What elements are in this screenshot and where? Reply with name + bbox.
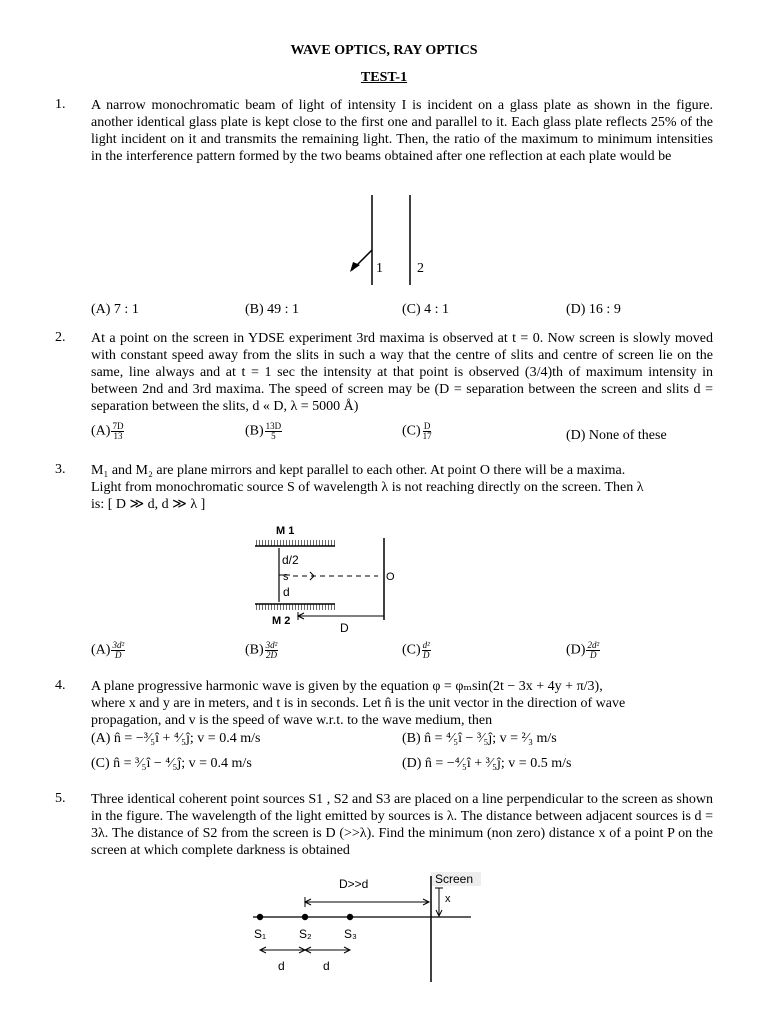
plate-2-label: 2	[417, 261, 424, 276]
q3-line-3: is: [ D ≫ d, d ≫ λ ]	[91, 497, 206, 512]
q4-option-d: (D) n̂ = −⁴⁄₅î + ³⁄₅ĵ; v = 0.5 m/s	[402, 756, 572, 771]
question-3-text	[91, 462, 713, 513]
plate-1-label: 1	[376, 261, 383, 276]
q3-option-b	[245, 641, 278, 660]
option-label: (A)	[91, 642, 111, 658]
question-4-number: 4.	[55, 678, 66, 693]
spacing-d1-label: d	[278, 959, 285, 973]
q3-line-2: Light from monochromatic source S of wavelength λ is not reaching directly on the screen. Then λ	[91, 480, 644, 495]
source-s3	[347, 914, 353, 920]
source-s-label: s	[283, 571, 289, 583]
fraction-denominator: D	[423, 650, 430, 660]
q2-option-b	[245, 422, 282, 441]
fraction-denominator: D	[590, 650, 597, 660]
mirror-m2	[255, 604, 335, 610]
option-label: (A)	[91, 423, 111, 439]
distance-D-label: D>>d	[339, 877, 369, 891]
q2-option-a	[91, 422, 124, 441]
option-label: (B)	[245, 423, 264, 439]
q4-option-a: (A) n̂ = −³⁄₅î + ⁴⁄₅ĵ; v = 0.4 m/s	[91, 731, 261, 746]
q4-line-3: propagation, and v is the speed of wave w.r.t. to the wave medium, then	[91, 713, 493, 728]
source-s2-label: S₂	[299, 927, 312, 941]
option-label: (B)	[245, 642, 264, 658]
screen-label: Screen	[435, 872, 474, 886]
q4-option-c: (C) n̂ = ³⁄₅î − ⁴⁄₅ĵ; v = 0.4 m/s	[91, 756, 252, 771]
source-s1-label: S₁	[254, 927, 267, 941]
fraction-numerator: D	[423, 421, 431, 431]
question-5-number: 5.	[55, 791, 66, 806]
q1-option-d: (D) 16 : 9	[566, 302, 621, 317]
question-5-text: Three identical coherent point sources S1 , S2 and S3 are placed on a line perpendicular to the screen as shown in the figure. The wavelength of the light emitted by sources is λ. The distance between adjacent sources is d = 3λ. The distance of S2 from the screen is D (>>λ). Find the minimum (non zero) distance x of a point P on the screen at which complete darkness is obtained	[91, 792, 713, 858]
q2-option-c	[402, 422, 433, 441]
q4-line-2: where x and y are in meters, and t is in seconds. Let n̂ is the unit vector in the direction of wave	[91, 696, 626, 711]
fraction-numerator: 3d²	[265, 640, 278, 650]
half-d-label: d/2	[282, 553, 299, 567]
distance-d-label: d	[283, 585, 290, 599]
q3-option-d	[566, 641, 600, 660]
point-o-label: O	[386, 571, 395, 583]
option-label: (D)	[566, 642, 586, 658]
fraction-numerator: d²	[422, 640, 430, 650]
distance-x-label: x	[445, 893, 451, 905]
question-1-figure	[340, 190, 440, 290]
q3-line-1: M₁ and M₂ are plane mirrors and kept parallel to each other. At point O there will be a maxima.	[91, 463, 626, 478]
fraction-denominator: D	[115, 650, 122, 660]
fraction-denominator: 13	[113, 431, 123, 441]
question-1-number: 1.	[55, 97, 66, 112]
fraction-numerator: 3d²	[112, 640, 125, 650]
question-2-number: 2.	[55, 330, 66, 345]
fraction-denominator: 2D	[266, 650, 278, 660]
spacing-d2-label: d	[323, 959, 330, 973]
source-s1	[257, 914, 263, 920]
option-label: (C)	[402, 642, 421, 658]
source-s2	[302, 914, 308, 920]
q4-option-b: (B) n̂ = ⁴⁄₅î − ³⁄₅ĵ; v = ²⁄₃ m/s	[402, 731, 557, 746]
q3-option-a	[91, 641, 125, 660]
source-s3-label: S₃	[344, 927, 357, 941]
fraction-numerator: 2d²	[587, 640, 600, 650]
mirror-m2-label: M 2	[272, 615, 291, 627]
test-heading: TEST-1	[360, 70, 408, 85]
q2-option-d: (D) None of these	[566, 428, 667, 443]
q1-option-a: (A) 7 : 1	[91, 302, 139, 317]
q1-option-c: (C) 4 : 1	[402, 302, 450, 317]
document-title: WAVE OPTICS, RAY OPTICS	[290, 43, 478, 58]
fraction-denominator: 17	[422, 431, 432, 441]
fraction-numerator: 7D	[112, 421, 124, 431]
question-5-figure	[245, 866, 485, 986]
question-1-text: A narrow monochromatic beam of light of intensity I is incident on a glass plate as shown in the figure. another identical glass plate is kept close to the first one and parallel to it. Each glass plate reflects 25% of the light incident on it and transmits the remaining light. Then, the ratio of the maximum to minimum intensities in the interference pattern formed by the two beams obtained after one reflection at each plate would be	[91, 98, 713, 164]
mirror-m1-label: M 1	[276, 525, 295, 537]
q1-option-b: (B) 49 : 1	[245, 302, 300, 317]
q4-line-1: A plane progressive harmonic wave is given by the equation φ = φₘsin(2t − 3x + 4y + π/3),	[91, 679, 603, 694]
question-2-text: At a point on the screen in YDSE experiment 3rd maxima is observed at t = 0. Now screen is slowly moved with constant speed away from the slits in such a way that the centre of slits and centre of screen lie on the same, line always and at t = 1 sec the intensity at that point is observed (3/4)th of maximum intensity in between 2nd and 3rd maxima. The speed of screen may be (D = separation between the screen and slits d = separation between the slits, d « D, λ = 5000 Å)	[91, 331, 713, 414]
q3-option-c	[402, 641, 431, 660]
fraction-numerator: 13D	[265, 421, 282, 431]
question-3-figure	[250, 520, 410, 635]
question-4-text	[91, 678, 713, 729]
option-label: (C)	[402, 423, 421, 439]
mirror-m1	[255, 540, 335, 546]
fraction-denominator: 5	[271, 431, 276, 441]
question-3-number: 3.	[55, 462, 66, 477]
distance-D-label: D	[340, 621, 349, 635]
